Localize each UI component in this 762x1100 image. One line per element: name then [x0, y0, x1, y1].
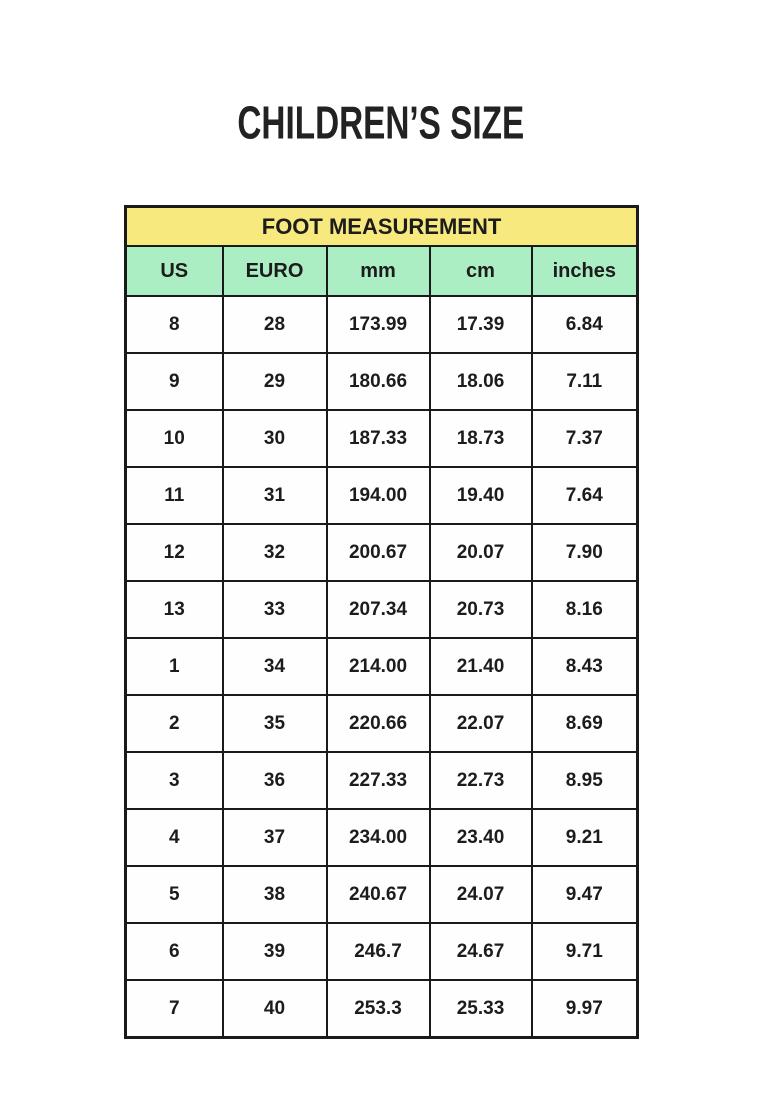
column-header-cm: cm: [430, 246, 532, 296]
cell-euro-size: 32: [223, 524, 327, 581]
column-header-mm: mm: [327, 246, 430, 296]
table-row: [126, 980, 638, 1038]
cell-mm-value: 187.33: [327, 410, 430, 467]
cell-euro-size: 28: [223, 296, 327, 353]
cell-euro-size: 34: [223, 638, 327, 695]
cell-inches-value: 9.71: [532, 923, 638, 980]
cell-us-size: 6: [126, 923, 223, 980]
table-row: [126, 296, 638, 353]
page-title: [0, 95, 762, 150]
cell-us-size: 1: [126, 638, 223, 695]
cell-cm-value: 18.06: [430, 353, 532, 410]
size-chart-table: [124, 205, 639, 1039]
cell-mm-value: 194.00: [327, 467, 430, 524]
section-header-row: [126, 207, 638, 247]
cell-inches-value: 9.21: [532, 809, 638, 866]
cell-mm-value: 180.66: [327, 353, 430, 410]
cell-us-size: 8: [126, 296, 223, 353]
column-header-us: US: [126, 246, 223, 296]
cell-inches-value: 7.11: [532, 353, 638, 410]
cell-cm-value: 24.07: [430, 866, 532, 923]
table-row: [126, 581, 638, 638]
table-body: [126, 296, 638, 1038]
cell-inches-value: 9.97: [532, 980, 638, 1038]
cell-us-size: 2: [126, 695, 223, 752]
cell-us-size: 9: [126, 353, 223, 410]
cell-euro-size: 33: [223, 581, 327, 638]
cell-inches-value: 7.37: [532, 410, 638, 467]
table-row: [126, 410, 638, 467]
table-row: [126, 809, 638, 866]
table-row: [126, 467, 638, 524]
cell-euro-size: 36: [223, 752, 327, 809]
cell-us-size: 12: [126, 524, 223, 581]
cell-mm-value: 234.00: [327, 809, 430, 866]
cell-cm-value: 22.73: [430, 752, 532, 809]
cell-us-size: 13: [126, 581, 223, 638]
column-header-inches: inches: [532, 246, 638, 296]
cell-mm-value: 214.00: [327, 638, 430, 695]
cell-euro-size: 35: [223, 695, 327, 752]
column-header-row: [126, 246, 638, 296]
cell-mm-value: 173.99: [327, 296, 430, 353]
cell-inches-value: 9.47: [532, 866, 638, 923]
cell-mm-value: 200.67: [327, 524, 430, 581]
section-header-foot-measurement: FOOT MEASUREMENT: [126, 207, 638, 247]
cell-cm-value: 19.40: [430, 467, 532, 524]
cell-cm-value: 17.39: [430, 296, 532, 353]
table-row: [126, 638, 638, 695]
cell-euro-size: 30: [223, 410, 327, 467]
cell-inches-value: 6.84: [532, 296, 638, 353]
page-title-text: CHILDREN’S SIZE: [237, 95, 525, 150]
cell-mm-value: 240.67: [327, 866, 430, 923]
cell-inches-value: 7.64: [532, 467, 638, 524]
cell-cm-value: 21.40: [430, 638, 532, 695]
cell-cm-value: 20.07: [430, 524, 532, 581]
cell-mm-value: 227.33: [327, 752, 430, 809]
cell-cm-value: 22.07: [430, 695, 532, 752]
cell-us-size: 5: [126, 866, 223, 923]
table-row: [126, 524, 638, 581]
cell-mm-value: 253.3: [327, 980, 430, 1038]
cell-us-size: 3: [126, 752, 223, 809]
cell-cm-value: 23.40: [430, 809, 532, 866]
cell-euro-size: 39: [223, 923, 327, 980]
cell-us-size: 11: [126, 467, 223, 524]
cell-mm-value: 220.66: [327, 695, 430, 752]
table-row: [126, 695, 638, 752]
cell-euro-size: 29: [223, 353, 327, 410]
cell-euro-size: 37: [223, 809, 327, 866]
cell-inches-value: 7.90: [532, 524, 638, 581]
table-row: [126, 923, 638, 980]
cell-inches-value: 8.16: [532, 581, 638, 638]
cell-cm-value: 20.73: [430, 581, 532, 638]
cell-cm-value: 18.73: [430, 410, 532, 467]
cell-cm-value: 24.67: [430, 923, 532, 980]
cell-inches-value: 8.95: [532, 752, 638, 809]
cell-euro-size: 31: [223, 467, 327, 524]
cell-us-size: 4: [126, 809, 223, 866]
cell-mm-value: 246.7: [327, 923, 430, 980]
cell-inches-value: 8.69: [532, 695, 638, 752]
table-row: [126, 353, 638, 410]
cell-mm-value: 207.34: [327, 581, 430, 638]
cell-inches-value: 8.43: [532, 638, 638, 695]
cell-euro-size: 40: [223, 980, 327, 1038]
cell-cm-value: 25.33: [430, 980, 532, 1038]
cell-us-size: 10: [126, 410, 223, 467]
column-header-euro: EURO: [223, 246, 327, 296]
cell-us-size: 7: [126, 980, 223, 1038]
cell-euro-size: 38: [223, 866, 327, 923]
table-row: [126, 866, 638, 923]
table-row: [126, 752, 638, 809]
